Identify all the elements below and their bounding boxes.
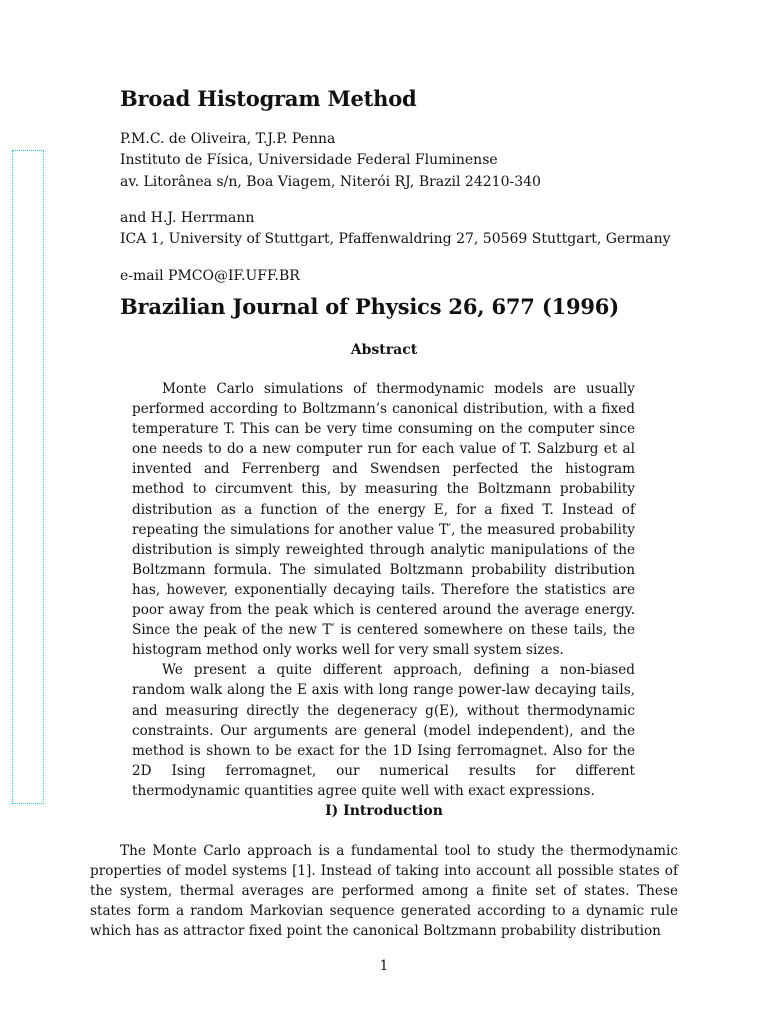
abstract-body	[132, 379, 635, 801]
abstract-paragraph: Monte Carlo simulations of thermodynamic models are usually performed according to Boltzmann’s canonical distribution, with a fixed temperature T. This can be very time consuming on the computer since one needs to do a new computer run for each value of T. Salzburg et al invented and Ferrenberg and Swendsen perfected the histogram method to circumvent this, by measuring the Boltzmann probability distribution as a function of the energy E, for a fixed T. Instead of repeating the simulations for another value T′, the measured probability distribution is simply reweighted through analytic manipulations of the Boltzmann formula. The simulated Boltzmann probability distribution has, however, exponentially decaying tails. Therefore the statistics are poor away from the peak which is centered around the average energy. Since the peak of the new T′ is centered somewhere on these tails, the histogram method only works well for very small system sizes.	[132, 381, 635, 659]
selection-outline	[12, 150, 44, 804]
abstract-paragraph: We present a quite different approach, defining a non-biased random walk along the E axis with long range power-law decaying tails, and measuring directly the degeneracy g(E), without thermodynamic constraints. Our arguments are general (model independent), and the method is shown to be exact for the 1D Ising ferromagnet. Also for the 2D Ising ferromagnet, our numerical results for different thermodynamic quantities agree quite well with exact expressions.	[132, 662, 635, 799]
authors: P.M.C. de Oliveira, T.J.P. Penna	[120, 131, 336, 147]
affiliation-2: ICA 1, University of Stuttgart, Pfaffenwaldring 27, 50569 Stuttgart, Germany	[120, 231, 671, 247]
journal-reference: Brazilian Journal of Physics 26, 677 (1996)	[120, 294, 619, 319]
paper-title: Broad Histogram Method	[120, 86, 417, 111]
address-1: av. Litorânea s/n, Boa Viagem, Niterói RJ, Brazil 24210-340	[120, 174, 541, 190]
abstract-heading: Abstract	[350, 342, 418, 358]
second-author: and H.J. Herrmann	[120, 210, 255, 226]
introduction-body	[90, 841, 678, 941]
page-number: 1	[379, 958, 389, 974]
email: e-mail PMCO@IF.UFF.BR	[120, 268, 300, 284]
intro-paragraph: The Monte Carlo approach is a fundamental tool to study the thermodynamic properties of model systems [1]. Instead of taking into account all possible states of the system, thermal averages are performed among a finite set of states. These states form a random Markovian sequence generated according to a dynamic rule which has as attractor fixed point the canonical Boltzmann probability distribution	[90, 843, 678, 940]
section-heading: I) Introduction	[325, 803, 443, 819]
affiliation-1: Instituto de Física, Universidade Federal Fluminense	[120, 152, 498, 168]
